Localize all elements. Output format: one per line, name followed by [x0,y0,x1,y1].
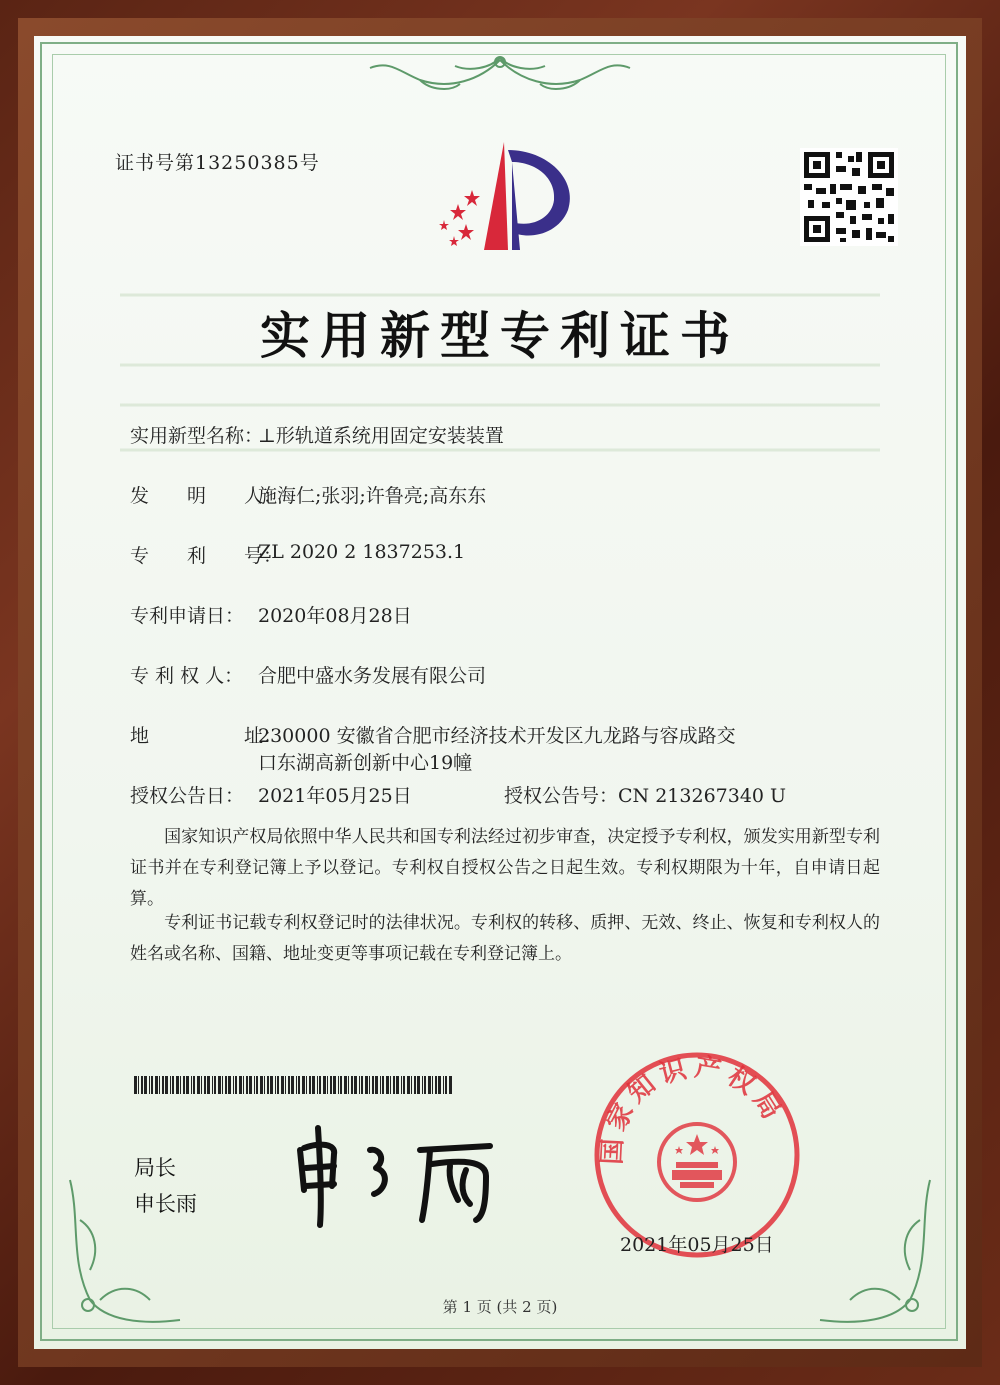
handwritten-signature [290,1120,510,1230]
patent-office-logo-icon [428,140,588,260]
page-number: 第 1 页 (共 2 页) [442,1298,558,1316]
field-patent-owner [130,661,487,688]
field-label: 专 利 权 人： [130,665,244,687]
certificate-title: 实用新型专利证书 [260,306,740,365]
field-grant-number [504,781,786,808]
field-value: CN 213267340 U [618,785,787,807]
field-label: 发 明 人： [130,485,283,507]
field-patent-number [130,541,466,568]
field-value: ZL 2020 2 1837253.1 [258,541,466,563]
seal-date: 2021年05月25日 [620,1234,774,1256]
field-grant-date [130,781,412,808]
field-label: 授权公告日： [130,785,245,807]
field-label: 地 址： [130,725,283,747]
field-filing-date [130,601,412,628]
director-title: 局长 [134,1156,176,1180]
field-address-line2: 口东湖高新创新中心19幢 [258,752,473,774]
field-label: 专 利 号： [130,545,283,567]
field-label: 专利申请日： [130,605,245,627]
seal-text: 国家知识产权局 [597,1052,790,1166]
barcode-icon [134,1076,454,1094]
field-label: 授权公告号： [504,785,619,807]
field-value: 2020年08月28日 [258,605,412,627]
field-value: 施海仁;张羽;许鲁亮;高东东 [258,485,487,507]
field-inventor [130,481,487,508]
field-value: ⊥形轨道系统用固定安装装置 [258,425,504,447]
field-value: 230000 安徽省合肥市经济技术开发区九龙路与容成路交 [258,725,736,747]
seal-emblem-icon [592,1050,802,1260]
qr-code-icon [800,148,898,246]
top-ornament-icon [360,50,640,100]
field-utility-model-name [130,421,504,448]
field-value: 2021年05月25日 [258,785,412,807]
body-paragraph: 国家知识产权局依照中华人民共和国专利法经过初步审查，决定授予专利权，颁发实用新型专利证书并在专利登记簿上予以登记。专利权自授权公告之日起生效。专利权期限为十年，自申请日起算。 [130,827,880,909]
field-address [130,721,736,748]
field-value: 合肥中盛水务发展有限公司 [258,665,487,687]
body-paragraph: 专利证书记载专利权登记时的法律状况。专利权的转移、质押、无效、终止、恢复和专利权人的姓名或名称、国籍、地址变更等事项记载在专利登记簿上。 [130,913,880,964]
director-name: 申长雨 [134,1192,197,1216]
field-label: 实用新型名称： [130,425,264,447]
certificate-number: 证书号第13250385号 [115,152,320,174]
